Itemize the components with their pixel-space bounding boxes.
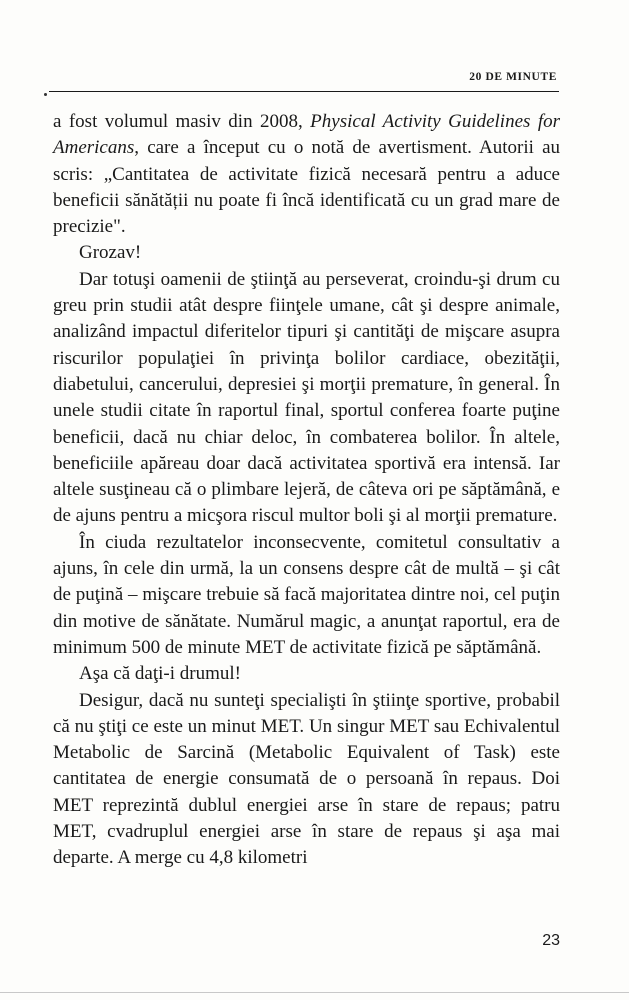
header-rule [49, 91, 559, 92]
paragraph-text: Grozav! [79, 242, 142, 264]
paragraph-text: a fost volumul masiv din 2008, [53, 111, 311, 132]
paragraph [53, 530, 560, 661]
paragraph [53, 109, 560, 240]
paragraph-text: Desigur, dacă nu sunteţi specialişti în ştiinţe sportive, probabil că nu ştiţi ce este un minut MET. Un singur MET sau Echivalentul Metabolic de Sarcină (Metabolic Equivalent of Task) este cantitatea de energie consumată de o persoană în repaus. Doi MET reprezintă dublul energiei arse în stare de repaus; patru MET, cvadruplul energiei arse în stare de repaus şi aşa mai departe. A merge cu 4,8 kilometri [53, 689, 560, 869]
paragraph-text: În ciuda rezultatelor inconsecvente, comitetul consultativ a ajuns, în cele din urmă, la un consens despre cât de multă – şi cât de puţină – mişcare trebuie să facă majoritatea dintre noi, cel puţin din motive de sănătate. Numărul magic, a anunţat raportul, era de minimum 500 de minute MET de activitate fizică pe săptămână. [53, 531, 560, 658]
running-head: 20 DE MINUTE [469, 71, 557, 83]
paragraph [53, 661, 560, 687]
paragraph [53, 267, 560, 530]
page-number: 23 [542, 932, 560, 949]
paragraph [53, 240, 560, 266]
paragraph-text: Aşa că daţi-i drumul! [79, 663, 241, 685]
body-text [53, 109, 560, 872]
paragraph [53, 688, 560, 872]
rule-dot [44, 93, 47, 96]
page-edge [0, 992, 629, 993]
paragraph-text: Dar totuşi oamenii de ştiinţă au perseverat, croindu-şi drum cu greu prin studii atât despre fiinţele umane, cât şi despre animale, analizând impactul diferitelor tipuri şi cantităţi de mişcare asupra riscurilor populaţiei în privinţa bolilor cardiace, obezităţii, diabetului, cancerului, depresiei şi morţii premature, în general. În unele studii citate în raportul final, sportul conferea foarte puţine beneficii, dacă nu chiar deloc, în combaterea bolilor. În altele, beneficiile apăreau doar dacă activitatea sportivă era intensă. Iar altele susţineau că o plimbare lejeră, de câteva ori pe săptămână, e de ajuns pentru a micşora riscul multor boli şi al morţii premature. [53, 268, 560, 527]
paragraph-text: , care a început cu o notă de avertisment. Autorii au scris: „Cantitatea de activitate fizică necesară pentru a aduce beneficii sănătății nu poate fi încă identificată cu un grad mare de precizie". [53, 137, 560, 238]
italic-title: Physical Activity Guidelines for Americans [53, 111, 561, 159]
